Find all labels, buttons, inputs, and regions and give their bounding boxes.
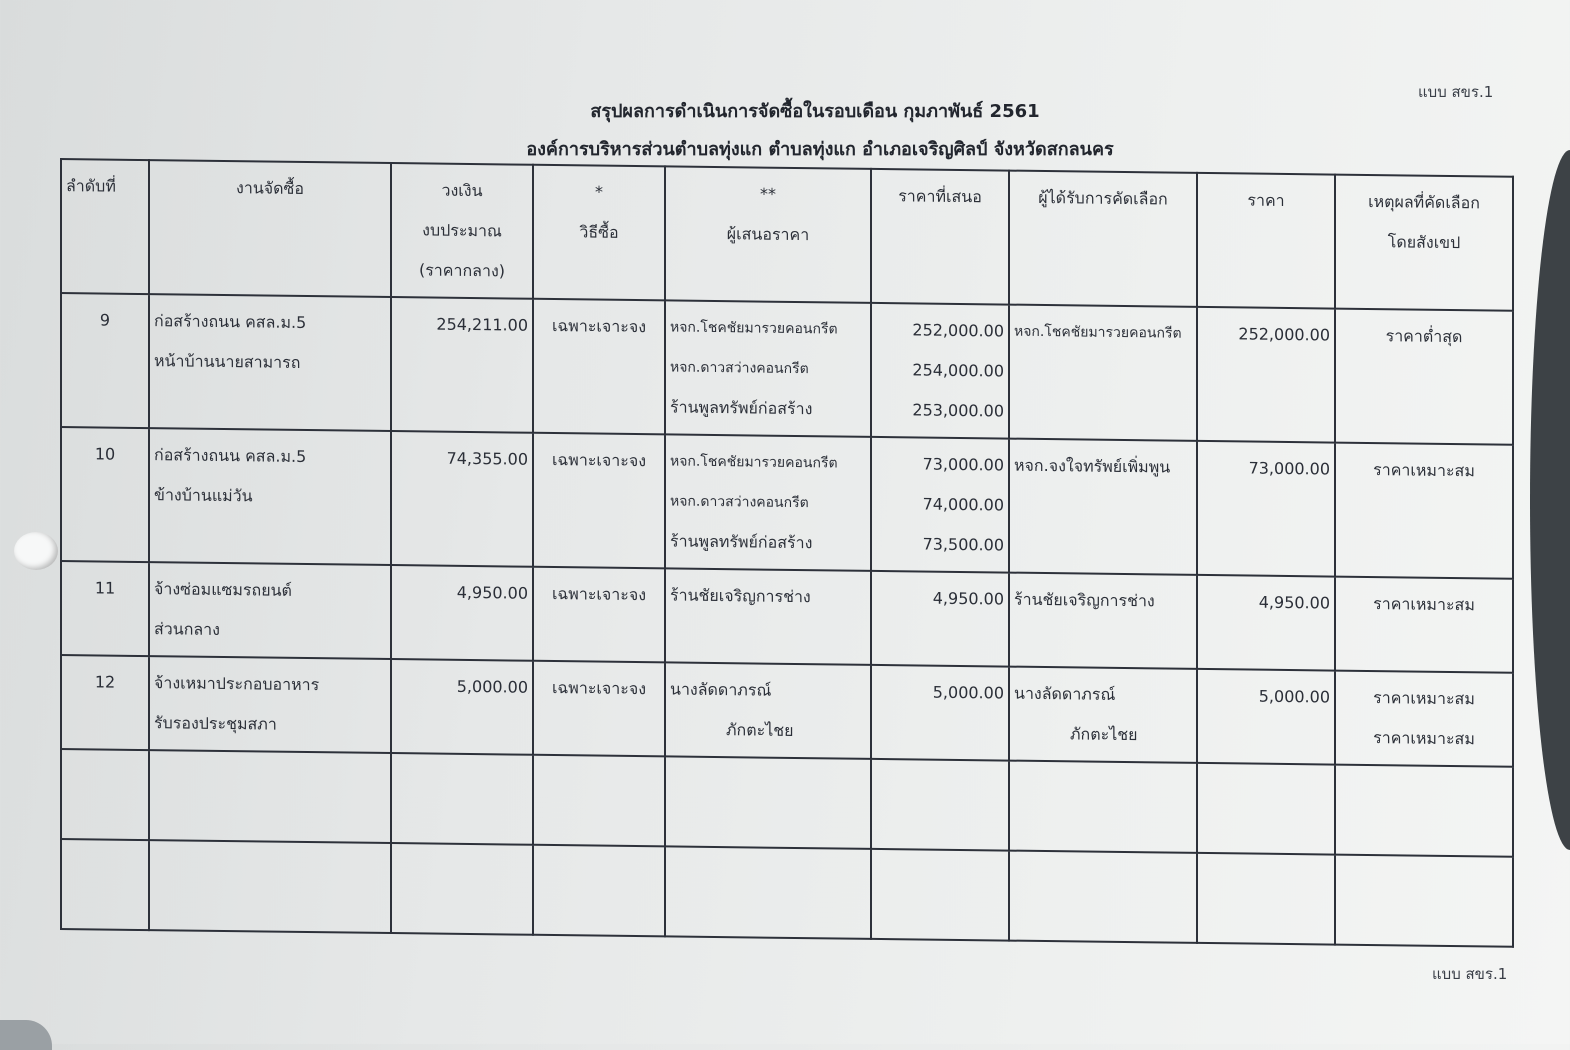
row-reason-line: ราคาเหมาะสม bbox=[1373, 728, 1475, 749]
row-selected-line: ภักตะไชย bbox=[1070, 724, 1138, 745]
header-price: ราคา bbox=[1197, 173, 1335, 309]
form-code-bottom: แบบ สขร.1 bbox=[1432, 965, 1508, 983]
row-seq: 11 bbox=[61, 561, 149, 656]
header-job: งานจัดซื้อ bbox=[149, 160, 391, 297]
row-reason: ราคาเหมาะสม bbox=[1335, 577, 1513, 673]
row-offer: 74,000.00 bbox=[922, 494, 1004, 515]
row-seq: 10 bbox=[61, 427, 149, 562]
row-job-line: จ้างเหมาประกอบอาหาร bbox=[154, 673, 320, 695]
row-reason-line: ราคาเหมาะสม bbox=[1373, 688, 1475, 709]
row-offers bbox=[871, 665, 1009, 761]
row-bidder: ร้านพูลทรัพย์ก่อสร้าง bbox=[670, 531, 813, 553]
row-bidder: หจก.โชคชัยมารวยคอนกรีต bbox=[670, 319, 838, 338]
row-job-line: ส่วนกลาง bbox=[154, 619, 220, 639]
procurement-table bbox=[60, 158, 1514, 948]
row-job bbox=[149, 294, 391, 431]
header-reason bbox=[1335, 175, 1513, 311]
row-offer: 254,000.00 bbox=[912, 360, 1004, 381]
row-offers bbox=[871, 303, 1009, 439]
row-job-line: จ้างซ่อมแซมรถยนต์ bbox=[154, 579, 292, 600]
row-bidder: ภักตะไชย bbox=[726, 720, 794, 740]
row-offer: 252,000.00 bbox=[912, 320, 1004, 341]
row-bidder: ร้านชัยเจริญการช่าง bbox=[670, 585, 811, 607]
row-offer: 73,000.00 bbox=[922, 454, 1004, 475]
row-bidder: นางลัดดาภรณ์ bbox=[670, 679, 772, 700]
row-bidder: หจก.ดาวสว่างคอนกรีต bbox=[670, 359, 809, 378]
row-bidder: หจก.ดาวสว่างคอนกรีต bbox=[670, 493, 809, 512]
row-budget: 4,950.00 bbox=[391, 565, 533, 661]
row-job-line: รับรองประชุมสภา bbox=[154, 713, 277, 734]
page-edge-shadow bbox=[1530, 150, 1570, 850]
header-budget-line: (ราคากลาง) bbox=[418, 260, 506, 281]
row-price: 252,000.00 bbox=[1197, 307, 1335, 443]
row-offer: 4,950.00 bbox=[932, 588, 1004, 609]
header-bidders bbox=[665, 166, 871, 303]
row-reason bbox=[1335, 671, 1513, 767]
row-offers bbox=[871, 437, 1009, 573]
header-reason-line: โดยสังเขป bbox=[1387, 232, 1461, 253]
row-budget: 5,000.00 bbox=[391, 659, 533, 755]
table-row bbox=[61, 561, 1513, 673]
header-offer: ราคาที่เสนอ bbox=[871, 169, 1009, 305]
row-offers bbox=[871, 571, 1009, 667]
row-seq: 12 bbox=[61, 655, 149, 750]
punch-hole bbox=[14, 532, 58, 570]
document-subtitle: องค์การบริหารส่วนตำบลทุ่งแก ตำบลทุ่งแก อำเภอเจริญศิลป์ จังหวัดสกลนคร bbox=[526, 139, 1114, 160]
header-selected: ผู้ได้รับการคัดเลือก bbox=[1009, 171, 1197, 307]
row-job bbox=[149, 428, 391, 565]
header-bidders-label: ผู้เสนอราคา bbox=[726, 224, 810, 245]
row-bidders bbox=[665, 568, 871, 665]
header-row bbox=[61, 159, 1513, 311]
header-method bbox=[533, 165, 665, 301]
header-budget-line: งบประมาณ bbox=[422, 220, 502, 241]
row-job-line: ข้างบ้านแม่วัน bbox=[154, 485, 253, 506]
document-title: สรุปผลการดำเนินการจัดซื้อในรอบเดือน กุมภาพันธ์ 2561 bbox=[590, 101, 1040, 122]
row-reason: ราคาต่ำสุด bbox=[1335, 309, 1513, 445]
header-method-mark: * bbox=[595, 182, 603, 202]
row-method: เฉพาะเจาะจง bbox=[533, 567, 665, 663]
header-seq: ลำดับที่ bbox=[61, 159, 149, 294]
table-row bbox=[61, 655, 1513, 767]
row-offer: 253,000.00 bbox=[912, 400, 1004, 421]
header-reason-line: เหตุผลที่คัดเลือก bbox=[1368, 191, 1480, 213]
header-budget-line: วงเงิน bbox=[441, 180, 483, 201]
page-corner bbox=[0, 1020, 52, 1050]
empty-row bbox=[61, 749, 1513, 857]
row-bidder: หจก.โชคชัยมารวยคอนกรีต bbox=[670, 453, 838, 472]
row-offer: 5,000.00 bbox=[932, 682, 1004, 703]
row-selected bbox=[1009, 667, 1197, 763]
empty-row bbox=[61, 839, 1513, 947]
header-method-label: วิธีซื้อ bbox=[579, 222, 619, 242]
row-price: 5,000.00 bbox=[1197, 669, 1335, 765]
row-selected: หจก.จงใจทรัพย์เพิ่มพูน bbox=[1009, 439, 1197, 575]
row-bidders bbox=[665, 662, 871, 759]
row-job bbox=[149, 656, 391, 753]
row-bidders bbox=[665, 300, 871, 437]
form-code-top: แบบ สขร.1 bbox=[1418, 83, 1494, 101]
row-method: เฉพาะเจาะจง bbox=[533, 299, 665, 435]
row-price: 73,000.00 bbox=[1197, 441, 1335, 577]
row-price: 4,950.00 bbox=[1197, 575, 1335, 671]
row-reason: ราคาเหมาะสม bbox=[1335, 443, 1513, 579]
row-selected: หจก.โชคชัยมารวยคอนกรีต bbox=[1009, 305, 1197, 441]
row-bidder: ร้านพูลทรัพย์ก่อสร้าง bbox=[670, 397, 813, 419]
table-row bbox=[61, 293, 1513, 445]
header-budget bbox=[391, 163, 533, 299]
row-method: เฉพาะเจาะจง bbox=[533, 433, 665, 569]
row-method: เฉพาะเจาะจง bbox=[533, 661, 665, 757]
row-bidders bbox=[665, 434, 871, 571]
row-offer: 73,500.00 bbox=[922, 534, 1004, 555]
row-job-line: ก่อสร้างถนน คสล.ม.5 bbox=[154, 445, 307, 467]
row-job bbox=[149, 562, 391, 659]
row-selected-line: นางลัดดาภรณ์ bbox=[1014, 683, 1116, 704]
table-row bbox=[61, 427, 1513, 579]
row-seq: 9 bbox=[61, 293, 149, 428]
header-bidders-mark: ** bbox=[760, 184, 776, 204]
row-budget: 254,211.00 bbox=[391, 297, 533, 433]
row-job-line: ก่อสร้างถนน คสล.ม.5 bbox=[154, 311, 307, 333]
row-job-line: หน้าบ้านนายสามารถ bbox=[154, 351, 301, 372]
row-budget: 74,355.00 bbox=[391, 431, 533, 567]
row-selected: ร้านชัยเจริญการช่าง bbox=[1009, 573, 1197, 669]
